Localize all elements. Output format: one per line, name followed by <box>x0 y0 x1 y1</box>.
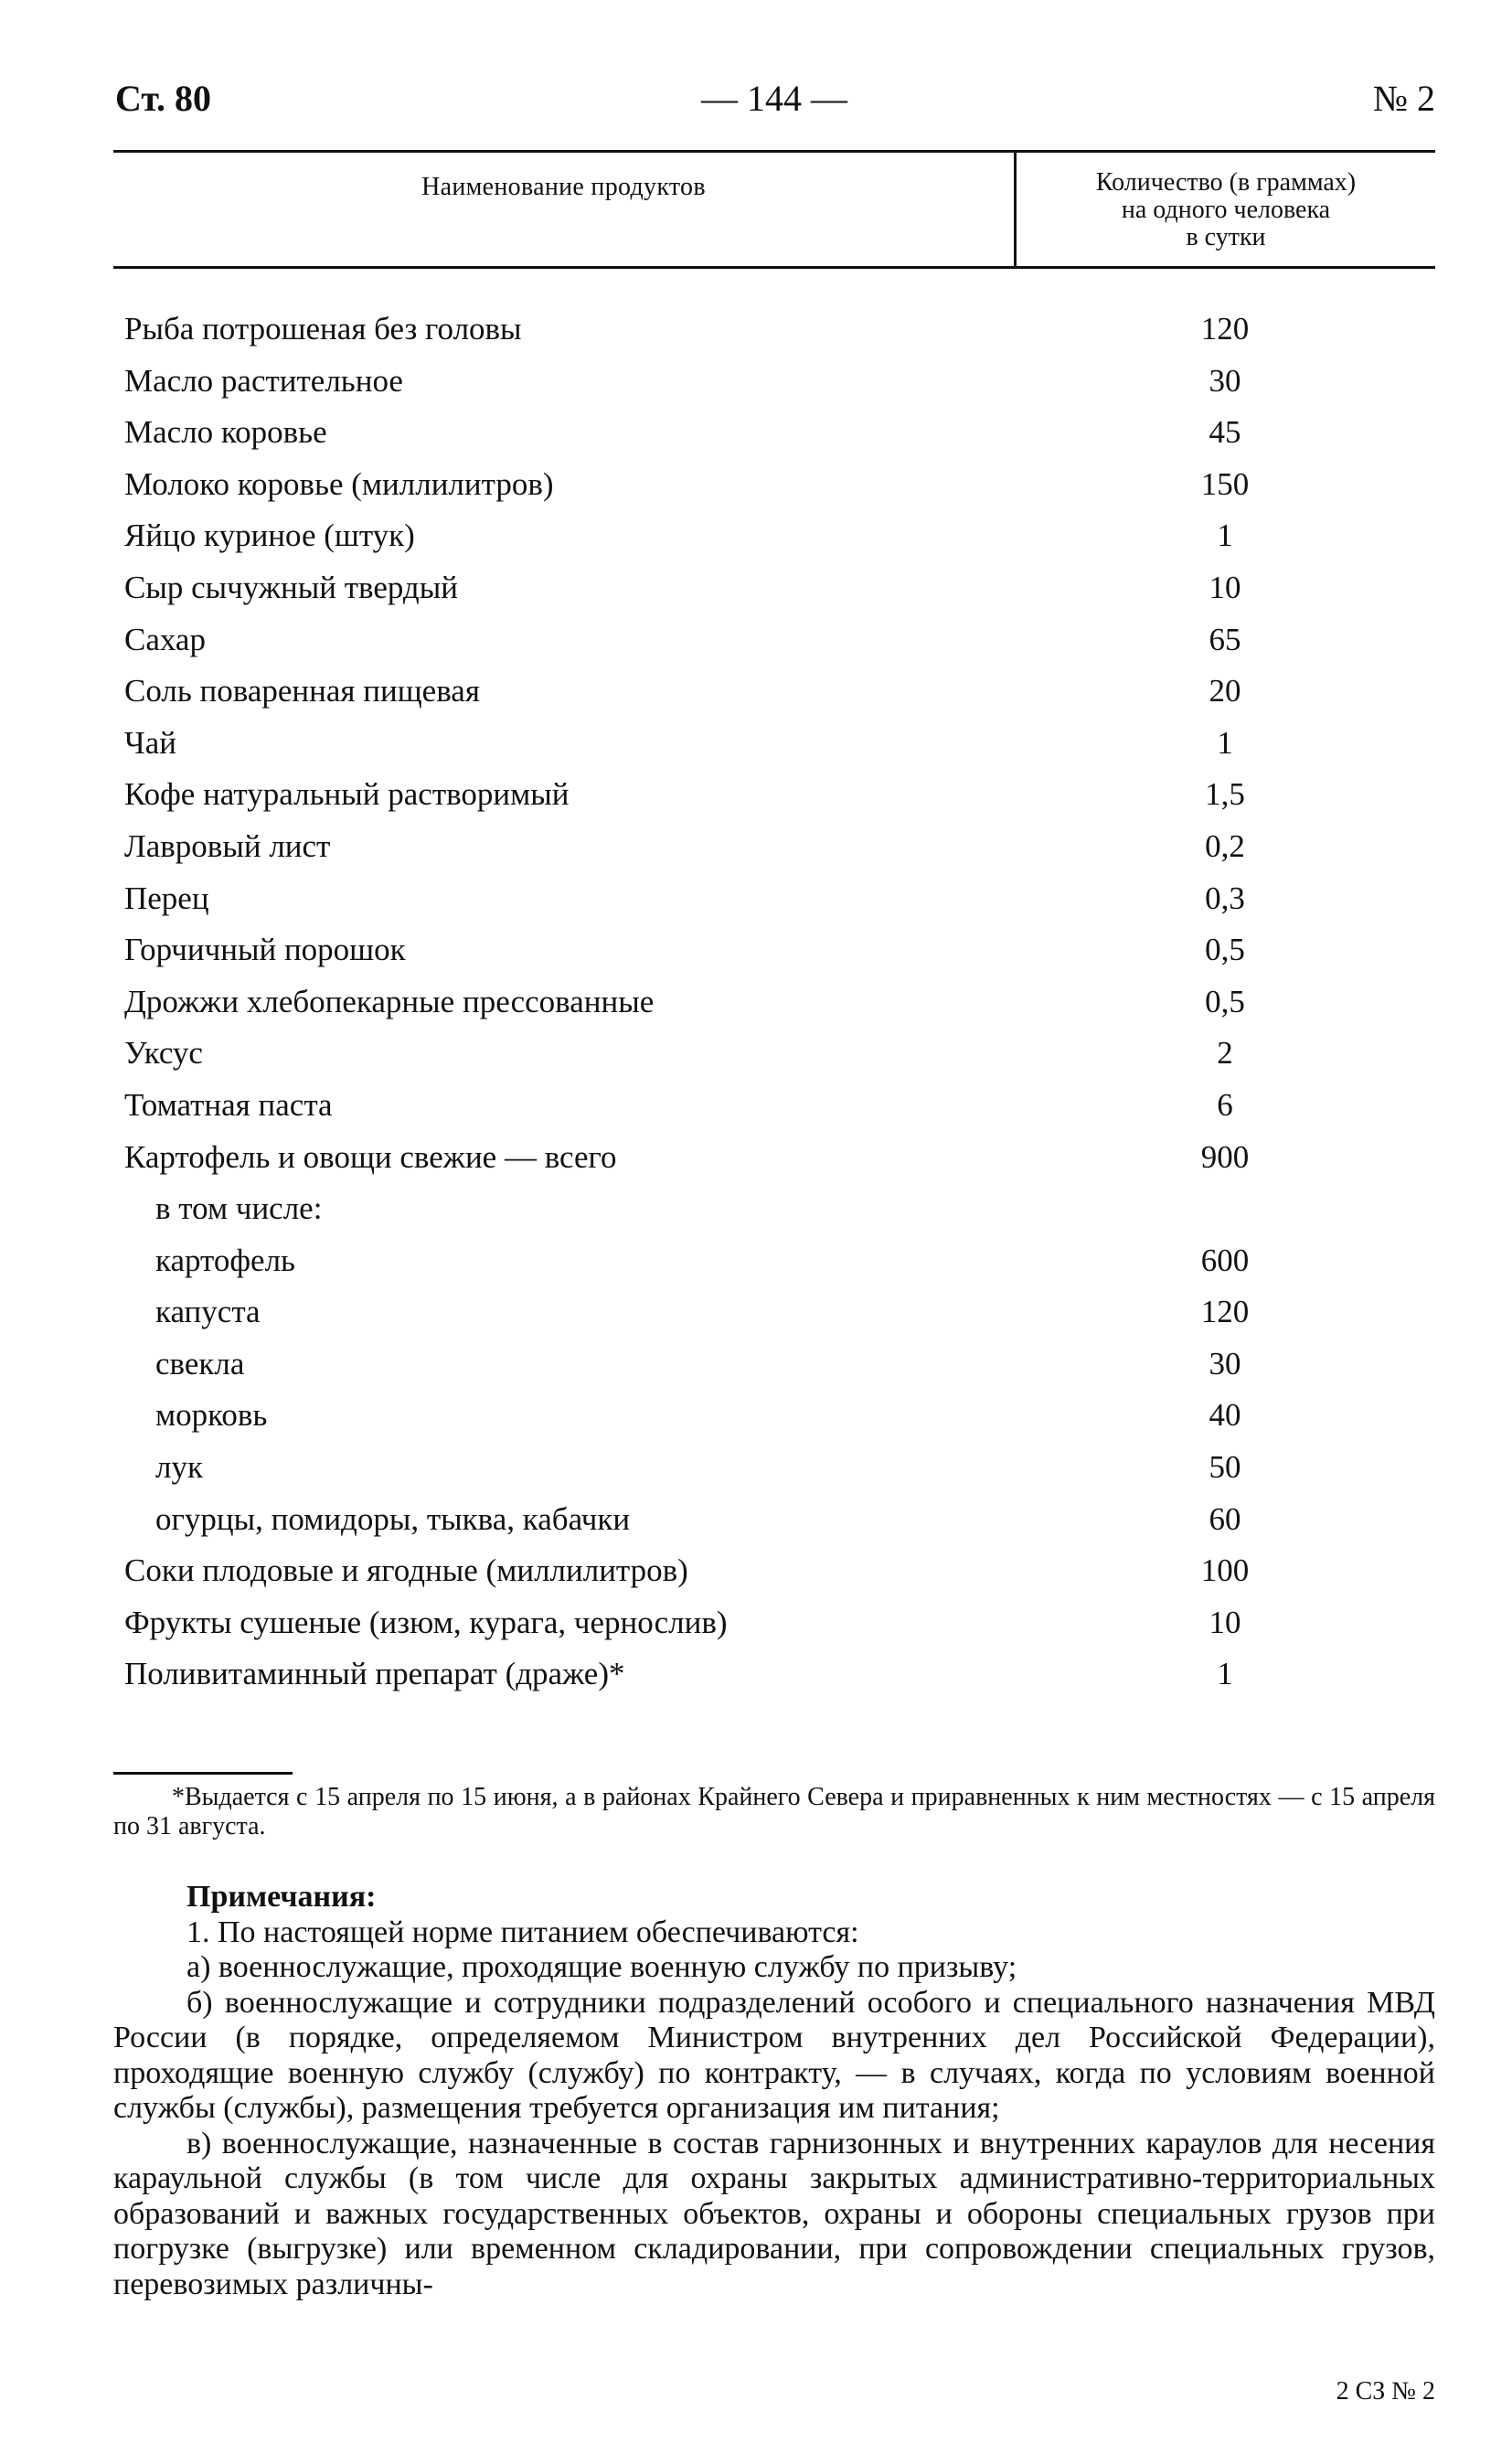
table-row <box>113 1235 1435 1287</box>
product-quantity: 150 <box>1200 465 1250 502</box>
table-row <box>113 356 1435 408</box>
product-name: Дрожжи хлебопекарные прессованные <box>124 983 655 1019</box>
table-row <box>113 1080 1435 1132</box>
column-header-quantity <box>1017 169 1435 251</box>
product-table-body <box>113 304 1435 1701</box>
product-quantity: 100 <box>1200 1552 1250 1589</box>
table-row <box>113 873 1435 925</box>
product-quantity: 1 <box>1217 517 1233 554</box>
product-quantity: 40 <box>1209 1397 1241 1434</box>
table-row <box>113 1132 1435 1184</box>
product-name: Перец <box>124 880 209 916</box>
product-name: капуста <box>155 1294 261 1330</box>
column-header-quantity-line: на одного человека <box>1121 196 1331 224</box>
product-quantity: 2 <box>1217 1035 1233 1072</box>
product-quantity: 50 <box>1209 1449 1241 1486</box>
product-name: Сахар <box>124 621 206 657</box>
column-header-quantity-line: Количество (в граммах) <box>1095 168 1357 197</box>
product-name: Поливитаминный препарат (драже)* <box>124 1656 625 1692</box>
footnote-divider <box>113 1772 293 1775</box>
product-quantity: 20 <box>1209 673 1241 709</box>
product-name: Лавровый лист <box>124 827 331 864</box>
product-quantity: 10 <box>1209 1604 1241 1640</box>
product-name: Молоко коровье (миллилитров) <box>124 465 554 502</box>
note-paragraph: а) военнослужащие, проходящие военную службу по призыву; <box>186 1950 1017 1984</box>
product-name: картофель <box>155 1242 296 1278</box>
product-name: Чай <box>124 724 177 761</box>
product-name: Масло коровье <box>124 414 327 451</box>
product-name: Соль поваренная пищевая <box>124 673 480 709</box>
note-paragraph: 1. По настоящей норме питанием обеспечиваются: <box>186 1915 859 1949</box>
table-row <box>113 718 1435 770</box>
table-row <box>113 1442 1435 1494</box>
table-row <box>113 510 1435 562</box>
table-row <box>113 304 1435 356</box>
product-quantity: 0,5 <box>1205 932 1245 968</box>
table-row <box>113 666 1435 718</box>
notes-title: Примечания: <box>186 1880 377 1914</box>
product-name: морковь <box>155 1397 268 1434</box>
product-name: Яйцо куриное (штук) <box>124 517 415 554</box>
product-name: лук <box>155 1449 203 1486</box>
table-row <box>113 821 1435 873</box>
product-name: огурцы, помидоры, тыква, кабачки <box>155 1500 631 1537</box>
article-number: Ст. 80 <box>115 78 211 119</box>
table-row <box>113 1183 1435 1235</box>
table-row <box>113 1648 1435 1701</box>
product-quantity: 30 <box>1209 1345 1241 1382</box>
product-name: Сыр сычужный твердый <box>124 569 458 605</box>
product-name: свекла <box>155 1345 245 1382</box>
product-quantity: 6 <box>1217 1086 1233 1123</box>
product-quantity: 0,2 <box>1205 827 1245 864</box>
product-name: Картофель и овощи свежие — всего <box>124 1138 617 1175</box>
product-quantity: 30 <box>1209 362 1241 399</box>
column-header-quantity-line: в сутки <box>1186 223 1266 251</box>
product-quantity: 1 <box>1217 1656 1233 1692</box>
table-row <box>113 1597 1435 1649</box>
table-row <box>113 562 1435 614</box>
table-row <box>113 614 1435 667</box>
notes-section <box>113 1880 1435 2302</box>
table-row <box>113 924 1435 976</box>
product-quantity: 900 <box>1200 1138 1250 1175</box>
product-name: Кофе натуральный растворимый <box>124 776 570 813</box>
table-row <box>113 976 1435 1029</box>
product-quantity: 120 <box>1200 311 1250 347</box>
product-quantity: 65 <box>1209 621 1241 657</box>
product-quantity: 120 <box>1200 1294 1250 1330</box>
product-name: Уксус <box>124 1035 203 1072</box>
column-header-name: Наименование продуктов <box>421 173 706 201</box>
product-name: Соки плодовые и ягодные (миллилитров) <box>124 1552 688 1589</box>
product-name: Томатная паста <box>124 1086 333 1123</box>
footnote: *Выдается с 15 апреля по 15 июня, а в районах Крайнего Севера и приравненных к ним местностях — с 15 апреля по 31 августа. <box>113 1783 1435 1840</box>
signature-mark: 2 СЗ № 2 <box>1336 2377 1435 2406</box>
table-row <box>113 407 1435 459</box>
product-name: Масло растительное <box>124 362 403 399</box>
product-quantity: 600 <box>1200 1242 1250 1278</box>
product-quantity: 45 <box>1209 414 1241 451</box>
note-paragraph: в) военнослужащие, назначенные в состав гарнизонных и внутренних караулов для несения караульной службы (в том числе для охраны закрытых административно-территориальных образований и важных государственных объектов, охраны и обороны специальных грузов при погрузке (выгрузке) или временном складировании, при сопровождении специальных грузов, перевозимых различны- <box>113 2126 1435 2301</box>
product-name: Горчичный порошок <box>124 932 406 968</box>
product-quantity: 1 <box>1217 724 1233 761</box>
table-row <box>113 459 1435 511</box>
product-quantity: 10 <box>1209 569 1241 605</box>
table-row <box>113 1339 1435 1391</box>
table-row <box>113 1545 1435 1597</box>
table-row <box>113 769 1435 821</box>
product-name: Фрукты сушеные (изюм, курага, чернослив) <box>124 1604 728 1640</box>
table-row <box>113 1390 1435 1442</box>
product-quantity: 0,5 <box>1205 983 1245 1019</box>
page-header <box>113 77 1435 123</box>
table-header <box>113 150 1435 269</box>
issue-number: № 2 <box>1372 78 1435 119</box>
note-paragraph: б) военнослужащие и сотрудники подразделений особого и специального назначения МВД России (в порядке, определяемом Министром внутренних дел Российской Федерации), проходящие военную службу (службу) по контракту, — в случаях, когда по условиям военной службы (службы), размещения требуется организация им питания; <box>113 1985 1435 2125</box>
page-number: — 144 — <box>701 78 847 119</box>
product-name: в том числе: <box>155 1190 323 1227</box>
product-quantity: 1,5 <box>1205 776 1245 813</box>
product-quantity: 0,3 <box>1205 880 1245 916</box>
table-row <box>113 1028 1435 1080</box>
table-row <box>113 1286 1435 1339</box>
product-name: Рыба потрошеная без головы <box>124 311 522 347</box>
product-quantity: 60 <box>1209 1500 1241 1537</box>
table-row <box>113 1494 1435 1546</box>
